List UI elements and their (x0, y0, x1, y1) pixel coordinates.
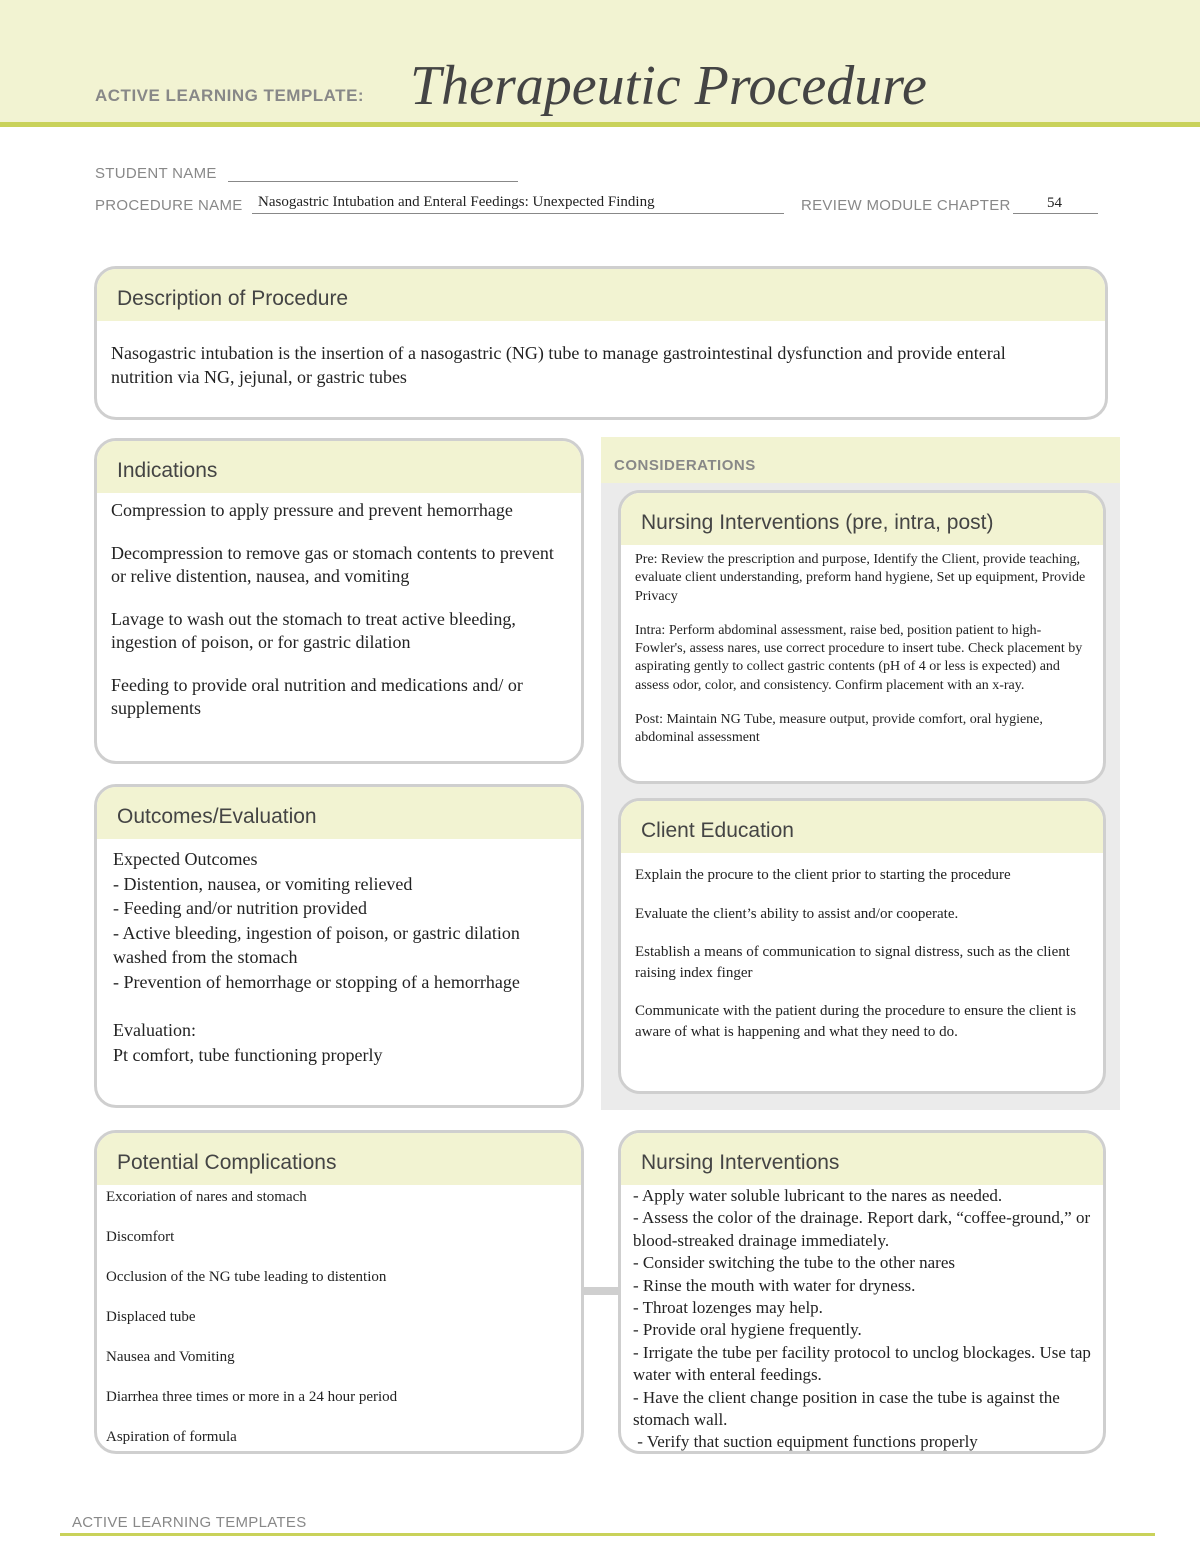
nursing-interventions-pip-heading: Nursing Interventions (pre, intra, post) (621, 493, 1103, 545)
indication-item: Compression to apply pressure and prevent hemorrhage (111, 500, 513, 520)
nursing-intervention-item: - Throat lozenges may help. (633, 1298, 823, 1318)
nursing-intervention-item: - Verify that suction equipment functions properly (633, 1432, 978, 1452)
outcome-line: Expected Outcomes (113, 849, 258, 869)
nursing-interventions-heading: Nursing Interventions (621, 1133, 1103, 1185)
nursing-intervention-item: - Consider switching the tube to the other nares (633, 1253, 955, 1273)
considerations-label: CONSIDERATIONS (614, 457, 756, 474)
outcomes-box (94, 784, 584, 1108)
header-divider (0, 122, 1200, 127)
nursing-intra: Intra: Perform abdominal assessment, raise bed, position patient to high-Fowler's, assess nares, use correct procedure to insert tube. Check placement by aspirating gently to collect gastric contents (pH of 4 or less is expected) and assess odor, color, and consistency. Confirm placement with an x-ray. (635, 622, 1083, 693)
client-education-item: Communicate with the patient during the procedure to ensure the client is aware of what is happening and what they need to do. (635, 1003, 1077, 1040)
complication-item: Nausea and Vomiting (106, 1349, 235, 1365)
nursing-intervention-item: - Apply water soluble lubricant to the nares as needed. (633, 1186, 1003, 1205)
complication-item: Aspiration of formula (106, 1429, 237, 1445)
outcome-line: Pt comfort, tube functioning properly (113, 1044, 383, 1065)
procedure-name-value: Nasogastric Intubation and Enteral Feedings: Unexpected Finding (258, 194, 655, 210)
student-name-field[interactable] (228, 181, 518, 182)
nursing-intervention-item: - Rinse the mouth with water for dryness. (633, 1275, 916, 1295)
review-module-value: 54 (1047, 195, 1062, 211)
client-education-item: Explain the procure to the client prior to starting the procedure (635, 867, 1011, 883)
nursing-post: Post: Maintain NG Tube, measure output, provide comfort, oral hygiene, abdominal assessment (635, 712, 1043, 746)
outcome-line: Evaluation: (113, 1020, 196, 1040)
page-title: Therapeutic Procedure (410, 55, 927, 117)
client-education-item: Establish a means of communication to signal distress, such as the client raising index finger (635, 944, 1070, 981)
client-education-box (618, 798, 1106, 1094)
section-connector (583, 1287, 621, 1295)
nursing-intervention-item: - Irrigate the tube per facility protocol to unclog blockages. Use tap water with enteral feedings. (633, 1342, 1091, 1385)
template-prefix: ACTIVE LEARNING TEMPLATE: (95, 86, 365, 105)
procedure-name-label: PROCEDURE NAME (95, 197, 243, 214)
nursing-pre: Pre: Review the prescription and purpose, Identify the Client, provide teaching, evaluate client understanding, preform hand hygiene, Set up equipment, Provide Privacy (635, 552, 1086, 604)
complication-item: Discomfort (106, 1229, 175, 1245)
procedure-name-field[interactable] (252, 213, 784, 214)
client-education-item: Evaluate the client’s ability to assist and/or cooperate. (635, 905, 959, 922)
outcome-line: - Feeding and/or nutrition provided (113, 898, 367, 918)
indication-item: Lavage to wash out the stomach to treat active bleeding, ingestion of poison, or for gastric dilation (111, 609, 516, 652)
footer-label: ACTIVE LEARNING TEMPLATES (72, 1514, 307, 1531)
indication-item: Feeding to provide oral nutrition and medications and/ or supplements (111, 675, 523, 718)
complication-item: Excoriation of nares and stomach (106, 1189, 307, 1205)
complication-item: Occlusion of the NG tube leading to distention (106, 1269, 387, 1285)
review-module-label: REVIEW MODULE CHAPTER (801, 197, 1011, 214)
indications-heading: Indications (97, 441, 581, 493)
outcome-spacer (113, 994, 541, 1018)
indications-box (94, 438, 584, 764)
description-heading: Description of Procedure (97, 269, 1105, 321)
outcome-line: - Prevention of hemorrhage or stopping of a hemorrhage (113, 971, 520, 992)
footer-divider (60, 1533, 1155, 1536)
complications-box (94, 1130, 584, 1454)
student-name-label: STUDENT NAME (95, 165, 217, 182)
nursing-intervention-item: - Provide oral hygiene frequently. (633, 1320, 862, 1340)
outcome-line: - Distention, nausea, or vomiting relieved (113, 873, 413, 894)
review-module-field[interactable] (1013, 213, 1098, 214)
nursing-intervention-item: - Assess the color of the drainage. Report dark, “coffee-ground,” or blood-streaked drainage immediately. (633, 1208, 1091, 1250)
complications-heading: Potential Complications (97, 1133, 581, 1185)
nursing-intervention-item: - Have the client change position in case the tube is against the stomach wall. (633, 1387, 1060, 1430)
client-education-heading: Client Education (621, 801, 1103, 853)
complication-item: Diarrhea three times or more in a 24 hour period (106, 1389, 398, 1405)
outcomes-heading: Outcomes/Evaluation (97, 787, 581, 839)
outcome-line: - Active bleeding, ingestion of poison, or gastric dilation washed from the stomach (113, 922, 520, 967)
description-box (94, 266, 1108, 420)
nursing-interventions-box (618, 1130, 1106, 1454)
indication-item: Decompression to remove gas or stomach contents to prevent or relive distention, nausea, and vomiting (111, 543, 554, 586)
description-text: Nasogastric intubation is the insertion of a nasogastric (NG) tube to manage gastrointestinal dysfunction and provide enteral nutrition via NG, jejunal, or gastric tubes (111, 343, 1006, 387)
complication-item: Displaced tube (106, 1309, 196, 1325)
nursing-interventions-pip-box (618, 490, 1106, 784)
